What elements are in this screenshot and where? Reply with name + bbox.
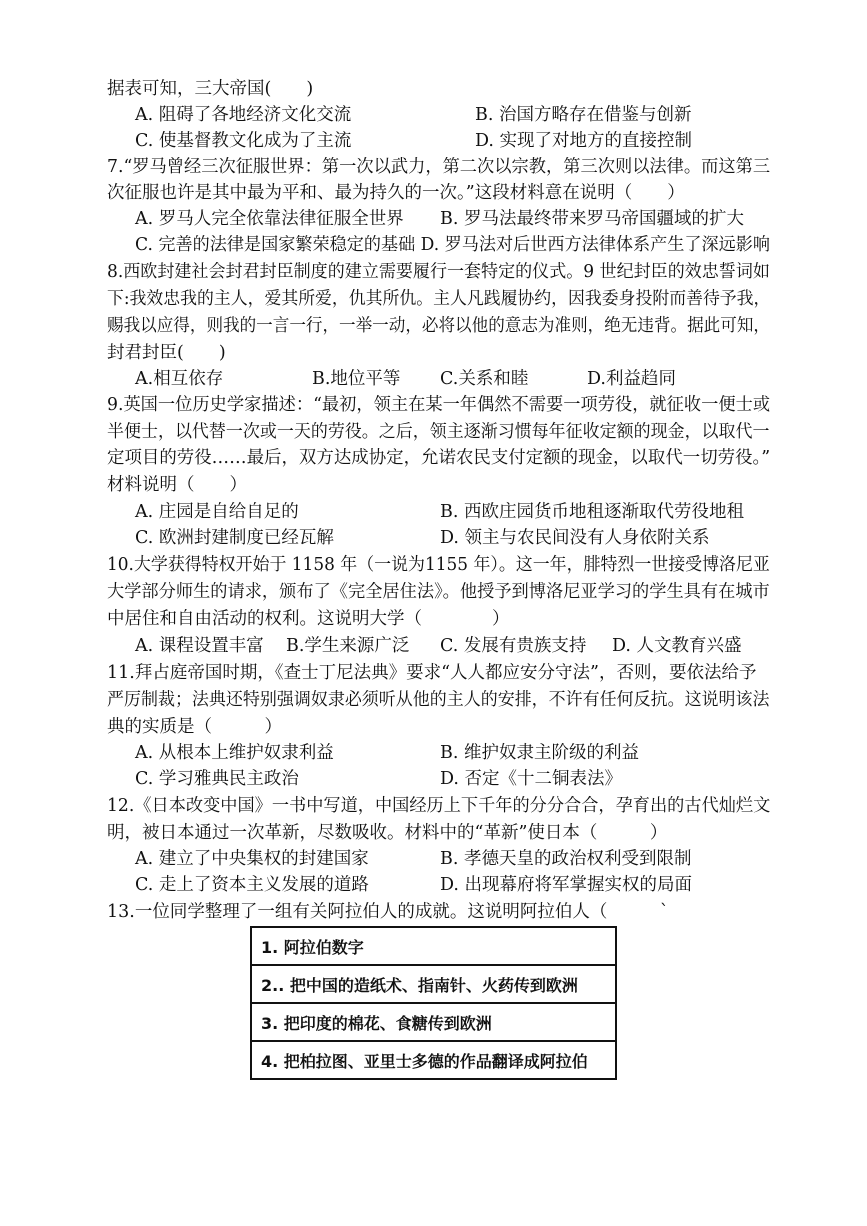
table-cell: 4. 把柏拉图、亚里士多德的作品翻译成阿拉伯 (251, 1041, 616, 1079)
q7-option-b[interactable]: B. 罗马法最终带来罗马帝国疆域的扩大 (440, 209, 744, 229)
q12-option-c[interactable]: C. 走上了资本主义发展的道路 (135, 875, 369, 895)
q8-stem-line-2: 下:我效忠我的主人，爱其所爱，仇其所仇。主人凡践履协约，因我委身投附而善待予我， (107, 289, 771, 309)
q8-option-c[interactable]: C.关系和睦 (440, 369, 529, 389)
q11-stem-line-1: 11.拜占庭帝国时期，《查士丁尼法典》要求“人人都应安分守法”，否则，要依法给予 (107, 663, 757, 683)
q9-option-d[interactable]: D. 领主与农民间没有人身依附关系 (440, 528, 710, 548)
q13-stem: 13.一位同学整理了一组有关阿拉伯人的成就。这说明阿拉伯人（ ` (107, 902, 669, 922)
table-row (251, 1003, 616, 1041)
q6-option-c[interactable]: C. 使基督教文化成为了主流 (135, 131, 352, 151)
q9-option-b[interactable]: B. 西欧庄园货币地租逐渐取代劳役地租 (440, 502, 744, 522)
q12-stem-line-2: 明，被日本通过一次革新，尽数吸收。材料中的“革新”使日本（ ） (107, 823, 668, 843)
table-row (251, 965, 616, 1003)
q10-stem-line-1: 10.大学获得特权开始于 1158 年（一说为1155 年）。这一年，腓特烈一世接受博洛尼亚 (107, 555, 770, 575)
q9-option-a[interactable]: A. 庄园是自给自足的 (135, 502, 299, 522)
q12-option-a[interactable]: A. 建立了中央集权的封建国家 (135, 849, 369, 869)
q8-stem-line-1: 8.西欧封建社会封君封臣制度的建立需要履行一套特定的仪式。9 世纪封臣的效忠誓词如 (107, 262, 770, 282)
q11-option-b[interactable]: B. 维护奴隶主阶级的利益 (440, 743, 639, 763)
table-cell: 2.. 把中国的造纸术、指南针、火药传到欧洲 (251, 965, 616, 1003)
q7-stem-line-2: 次征服也许是其中最为平和、最为持久的一次。”这段材料意在说明（ ） (107, 183, 685, 203)
q9-option-c[interactable]: C. 欧洲封建制度已经瓦解 (135, 528, 334, 548)
q10-stem-line-3: 中居住和自由活动的权利。这说明大学（ ） (107, 609, 510, 629)
q10-option-b[interactable]: B.学生来源广泛 (286, 636, 410, 656)
q8-option-a[interactable]: A.相互依存 (135, 369, 224, 389)
q7-option-cd[interactable]: C. 完善的法律是国家繁荣稳定的基础 D. 罗马法对后世西方法律体系产生了深远影响 (135, 235, 770, 255)
q9-stem-line-2: 半便士，以代替一次或一天的劳役。之后，领主逐渐习惯每年征收定额的现金，以取代一 (107, 422, 770, 442)
q9-stem-line-4: 材料说明（ ） (107, 475, 247, 495)
q11-option-d[interactable]: D. 否定《十二铜表法》 (440, 769, 623, 789)
q6-option-b[interactable]: B. 治国方略存在借鉴与创新 (475, 105, 692, 125)
q10-option-c[interactable]: C. 发展有贵族支持 (440, 636, 587, 656)
table-row (251, 1041, 616, 1079)
q10-option-a[interactable]: A. 课程设置丰富 (135, 636, 264, 656)
q8-option-b[interactable]: B.地位平等 (312, 369, 401, 389)
q6-stem: 据表可知，三大帝国( ) (107, 79, 314, 99)
q8-stem-line-4: 封君封臣( ) (107, 343, 226, 363)
q9-stem-line-3: 定项目的劳役……最后，双方达成协定，允诺农民支付定额的现金，以取代一切劳役。” (107, 448, 771, 468)
q10-stem-line-2: 大学部分师生的请求，颁布了《完全居住法》。他授予到博洛尼亚学习的学生具有在城市 (107, 582, 770, 602)
table-cell: 3. 把印度的棉花、食糖传到欧洲 (251, 1003, 616, 1041)
table-row (251, 927, 616, 965)
q8-stem-line-3: 赐我以应得，则我的一言一行，一举一动，必将以他的意志为准则，绝无违背。据此可知， (107, 316, 770, 336)
q11-option-a[interactable]: A. 从根本上维护奴隶利益 (135, 743, 334, 763)
q9-stem-line-1: 9.英国一位历史学家描述：“最初，领主在某一年偶然不需要一项劳役，就征收一便士或 (107, 395, 771, 415)
q11-option-c[interactable]: C. 学习雅典民主政治 (135, 769, 299, 789)
q12-option-b[interactable]: B. 孝德天皇的政治权利受到限制 (440, 849, 692, 869)
q7-option-a[interactable]: A. 罗马人完全依靠法律征服全世界 (135, 209, 404, 229)
q12-option-d[interactable]: D. 出现幕府将军掌握实权的局面 (440, 875, 693, 895)
q7-stem-line-1: 7.“罗马曾经三次征服世界：第一次以武力，第二次以宗教，第三次则以法律。而这第三 (107, 157, 771, 177)
q6-option-a[interactable]: A. 阻碍了各地经济文化交流 (135, 105, 352, 125)
q6-option-d[interactable]: D. 实现了对地方的直接控制 (475, 131, 693, 151)
q11-stem-line-3: 典的实质是（ ） (107, 717, 282, 737)
q11-stem-line-2: 严厉制裁；法典还特别强调奴隶必须听从他的主人的安排，不许有任何反抗。这说明该法 (107, 690, 770, 710)
q12-stem-line-1: 12.《日本改变中国》一书中写道，中国经历上下千年的分分合合，孕育出的古代灿烂文 (107, 796, 771, 816)
q10-option-d[interactable]: D. 人文教育兴盛 (612, 636, 742, 656)
table-cell: 1. 阿拉伯数字 (251, 927, 616, 965)
q8-option-d[interactable]: D.利益趋同 (587, 369, 676, 389)
arab-achievements-table (250, 926, 617, 1080)
